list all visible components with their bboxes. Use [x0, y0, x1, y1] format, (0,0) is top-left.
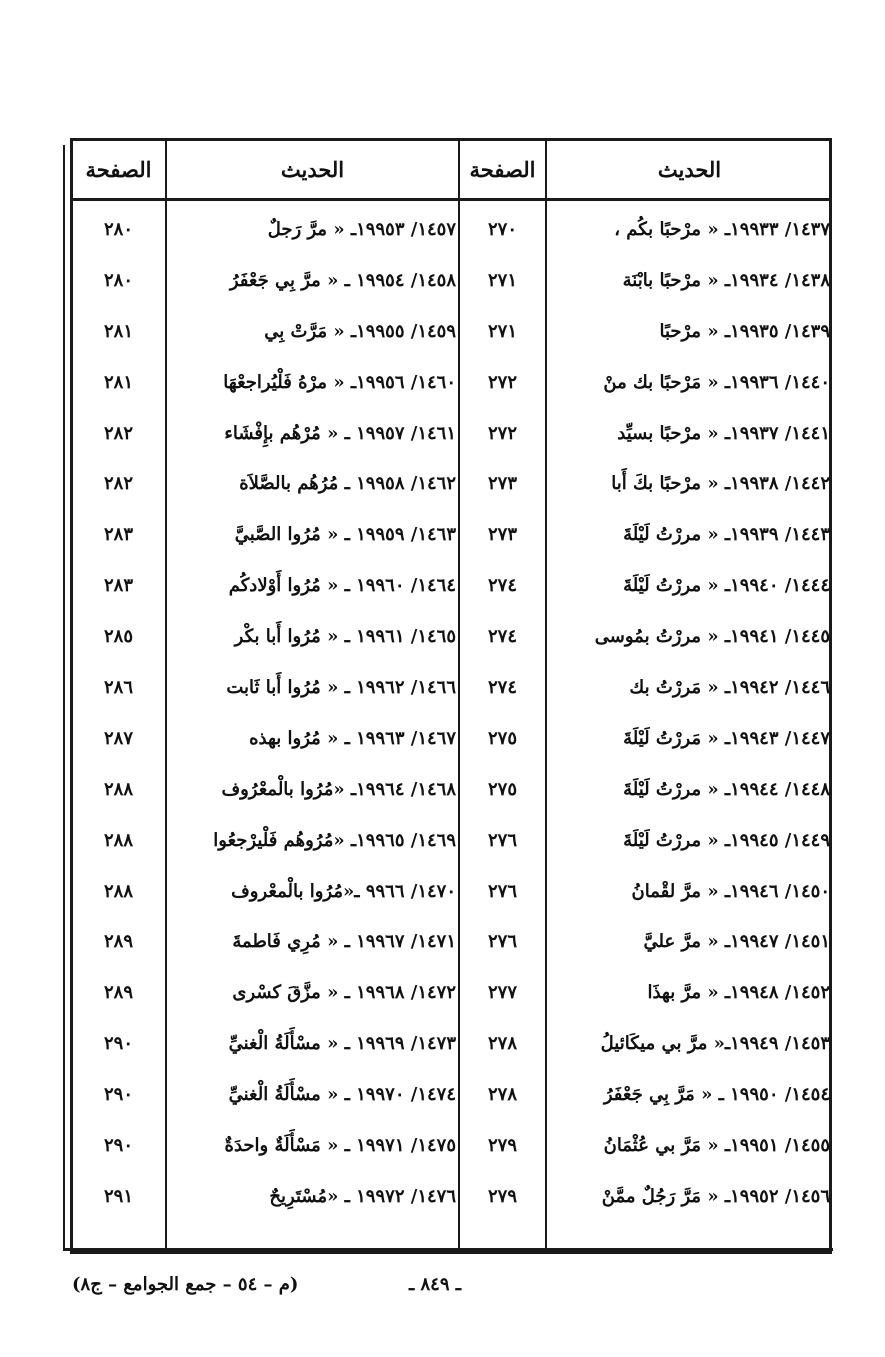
- volume-reference: (م – ٥٤ – جمع الجوامع – ج٨): [72, 1274, 299, 1295]
- page-ref-right: ٢٧٤: [487, 677, 517, 699]
- hadith-entry-right: ١٤٤٢/ ١٩٩٣٨ـ « مرْحبًا بكَ أَبا: [611, 473, 830, 495]
- hadith-entry-left: ١٤٥٨/ ١٩٩٥٤ ـ « مرَّ بِي جَعْفَرُ: [229, 269, 456, 291]
- page-ref-left: ٢٨٨: [103, 829, 133, 851]
- hadith-entry-left: ١٤٧٥/ ١٩٩٧١ ـ « مَسْأَلَةٌ واحدَةٌ: [224, 1135, 456, 1157]
- hadith-entry-left: ١٤٦٠/ ١٩٩٥٦ـ « مرْهُ فَلْيُراجعْهَا: [223, 371, 456, 393]
- hadith-entry-right: ١٤٥٤/ ١٩٩٥٠ ـ « مَرَّ بِي جَعْفَرُ: [603, 1084, 830, 1106]
- page-ref-left: ٢٨٠: [103, 219, 133, 240]
- hadith-entry-left: ١٤٦٩/ ١٩٩٦٥ـ «مُرُوهُم فَلْيرْجعُوا: [213, 829, 456, 851]
- hadith-entry-left: ١٤٥٩/ ١٩٩٥٥ـ « مَرَّتْ بِي: [264, 320, 456, 342]
- table-row: [72, 922, 832, 973]
- hadith-entry-left: ١٤٦٧/ ١٩٩٦٣ ـ « مُرُوا بهذه: [249, 727, 456, 749]
- page-ref-left: ٢٨٨: [103, 880, 133, 902]
- page-ref-right: ٢٧٨: [487, 1084, 517, 1106]
- page-ref-left: ٢٩٠: [103, 1135, 133, 1157]
- hadith-entry-left: ١٤٧٣/ ١٩٩٦٩ ـ « مسْأَلَةُ الْغنيِّ: [228, 1033, 456, 1055]
- hadith-entry-left: ١٤٧٠/ ٩٩٦٦ ـ«مُرُوا بالْمعْروف: [231, 880, 456, 902]
- hadith-entry-left: ١٤٦٦/ ١٩٩٦٢ ـ « مُرُوا أَبا ثَابت: [226, 677, 456, 699]
- page-number: ـ ٨٤٩ ـ: [408, 1274, 462, 1295]
- hadith-entry-right: ١٤٤٩/ ١٩٩٤٥ـ « مررْتُ لَيْلَةَ: [623, 829, 830, 851]
- hadith-entry-right: ١٤٤٨/ ١٩٩٤٤ـ « مررْتُ لَيْلَةَ: [623, 778, 830, 800]
- page-ref-left: ٢٨٠: [103, 269, 133, 291]
- page-ref-right: ٢٧٢: [487, 422, 517, 444]
- hadith-entry-right: ١٤٤٣/ ١٩٩٣٩ـ « مررْتُ لَيْلَةَ: [623, 524, 830, 546]
- page-ref-right: ٢٧٦: [487, 829, 517, 851]
- page-ref-left: ٢٨١: [103, 320, 133, 342]
- page-ref-left: ٢٨٩: [103, 931, 133, 953]
- page-ref-left: ٢٨٨: [103, 778, 133, 800]
- page-ref-left: ٢٩٠: [103, 1084, 133, 1106]
- page-ref-right: ٢٧١: [487, 320, 517, 342]
- hadith-entry-right: ١٤٤٥/ ١٩٩٤١ـ « مررْتُ بمُوسى: [594, 626, 830, 648]
- table-row: [72, 363, 832, 414]
- frame-shadow-left: [63, 145, 65, 1249]
- hadith-entry-left: ١٤٧١/ ١٩٩٦٧ ـ « مُرِي فَاطمةَ: [232, 931, 456, 953]
- hadith-entry-left: ١٤٧٦/ ١٩٩٧٢ ـ «مُسْتَرِيحٌ: [269, 1185, 456, 1207]
- page-ref-left: ٢٩٠: [103, 1033, 133, 1055]
- page-ref-left: ٢٨٩: [103, 982, 133, 1004]
- page-ref-left: ٢٨٢: [103, 473, 133, 495]
- header-divider: [72, 198, 832, 201]
- table-row: [72, 719, 832, 770]
- page-ref-right: ٢٧٣: [487, 473, 517, 495]
- table-row: [72, 821, 832, 872]
- header-hadith-right: الحديث: [657, 157, 722, 182]
- table-row: [72, 566, 832, 617]
- table-row: [72, 770, 832, 821]
- page-ref-right: ٢٧٦: [487, 880, 517, 902]
- table-row: [72, 872, 832, 923]
- table-row: [72, 210, 832, 261]
- hadith-entry-right: ١٤٤٠/ ١٩٩٣٦ـ « مَرْحبًا بك منْ: [603, 371, 830, 393]
- page-ref-right: ٢٧٩: [487, 1185, 517, 1207]
- page-ref-right: ٢٧٨: [487, 1033, 517, 1055]
- hadith-entry-right: ١٤٥١/ ١٩٩٤٧ـ « مرَّ عليَّ: [643, 931, 830, 953]
- hadith-entry-right: ١٤٤٤/ ١٩٩٤٠ـ « مررْتُ لَيْلَةَ: [623, 575, 830, 597]
- hadith-entry-right: ١٤٥٠/ ١٩٩٤٦ـ « مرَّ لقْمانُ: [631, 880, 830, 902]
- page-ref-left: ٢٨٦: [103, 677, 133, 699]
- frame-shadow-bottom: [63, 1248, 833, 1251]
- table-row: [72, 1075, 832, 1126]
- page-ref-right: ٢٧٢: [487, 371, 517, 393]
- hadith-entry-left: ١٤٦٥/ ١٩٩٦١ ـ « مُرُوا أَبا بكْر: [234, 626, 456, 648]
- table-row: [72, 515, 832, 566]
- hadith-entry-left: ١٤٧٤/ ١٩٩٧٠ ـ « مسْأَلَةُ الْغنيِّ: [228, 1084, 456, 1106]
- header-page-left: الصفحة: [85, 157, 152, 182]
- page-ref-right: ٢٧٥: [487, 727, 517, 749]
- page-ref-right: ٢٧٤: [487, 575, 517, 597]
- hadith-entry-left: ١٤٥٧/ ١٩٩٥٣ـ « مرَّ رَجلٌ: [267, 219, 456, 240]
- table-row: [72, 464, 832, 515]
- page-ref-right: ٢٧٥: [487, 778, 517, 800]
- hadith-entry-right: ١٤٤٧/ ١٩٩٤٣ـ « مَررْتُ لَيْلَةَ: [623, 727, 830, 749]
- page-ref-left: ٢٨٣: [103, 575, 133, 597]
- table-row: [72, 1177, 832, 1228]
- table-row: [72, 973, 832, 1024]
- page-ref-left: ٢٩١: [103, 1185, 133, 1207]
- hadith-entry-right: ١٤٥٥/ ١٩٩٥١ـ « مَرَّ بي عُثْمَانُ: [603, 1135, 830, 1157]
- page-ref-left: ٢٨٢: [103, 422, 133, 444]
- page-ref-right: ٢٧٩: [487, 1135, 517, 1157]
- hadith-entry-left: ١٤٦٣/ ١٩٩٥٩ ـ « مُرُوا الصَّبيَّ: [234, 524, 456, 546]
- page-ref-right: ٢٧٦: [487, 931, 517, 953]
- page-ref-right: ٢٧٤: [487, 626, 517, 648]
- hadith-entry-right: ١٤٣٨/ ١٩٩٣٤ـ « مرْحبًا بابْنَة: [622, 269, 830, 291]
- hadith-entry-left: ١٤٦١/ ١٩٩٥٧ ـ « مُرْهُم بإِفْشَاء: [224, 422, 456, 444]
- hadith-entry-right: ١٤٥٣/ ١٩٩٤٩ـ« مرَّ بي ميكَائيلُ: [600, 1033, 830, 1055]
- table-row: [72, 414, 832, 465]
- hadith-entry-right: ١٤٥٢/ ١٩٩٤٨ـ « مرَّ بهذَا: [647, 982, 830, 1004]
- hadith-entry-left: ١٤٦٨/ ١٩٩٦٤ـ «مُرُوا بالْمعْرُوف: [221, 778, 456, 800]
- hadith-entry-right: ١٤٤١/ ١٩٩٣٧ـ « مرْحبًا بسيِّد: [617, 422, 830, 444]
- hadith-entry-left: ١٤٦٤/ ١٩٩٦٠ ـ « مُرُوا أَوْلادكُم: [228, 575, 456, 597]
- hadith-entry-left: ١٤٦٢/ ١٩٩٥٨ ـ مُرُهُم بالصَّلاَة: [239, 473, 456, 495]
- hadith-entry-right: ١٤٣٩/ ١٩٩٣٥ـ « مرْحبًا: [659, 320, 830, 342]
- table-row: [72, 1126, 832, 1177]
- page-ref-right: ٢٧٣: [487, 524, 517, 546]
- page-ref-left: ٢٨٧: [103, 727, 133, 749]
- hadith-entry-right: ١٤٥٦/ ١٩٩٥٢ـ « مَرَّ رَجُلٌ ممَّنْ: [601, 1185, 830, 1207]
- hadith-entry-right: ١٤٤٦/ ١٩٩٤٢ـ « مَررْتُ بك: [629, 677, 830, 699]
- page-ref-right: ٢٧١: [487, 269, 517, 291]
- table-row: [72, 1024, 832, 1075]
- index-table-body: [72, 210, 832, 1228]
- header-hadith-left: الحديث: [280, 157, 345, 182]
- table-row: [72, 617, 832, 668]
- hadith-entry-right: ١٤٣٧/ ١٩٩٣٣ـ « مرْحبًا بكُم ،: [614, 219, 830, 240]
- page-ref-right: ٢٧٠: [487, 219, 517, 240]
- table-row: [72, 261, 832, 312]
- header-page-right: الصفحة: [469, 157, 536, 182]
- page-ref-left: ٢٨٥: [103, 626, 133, 648]
- table-row: [72, 312, 832, 363]
- page-ref-right: ٢٧٧: [487, 982, 517, 1004]
- hadith-entry-left: ١٤٧٢/ ١٩٩٦٨ ـ « مزَّقَ كسْرى: [232, 982, 456, 1004]
- page-ref-left: ٢٨١: [103, 371, 133, 393]
- page-ref-left: ٢٨٣: [103, 524, 133, 546]
- table-row: [72, 668, 832, 719]
